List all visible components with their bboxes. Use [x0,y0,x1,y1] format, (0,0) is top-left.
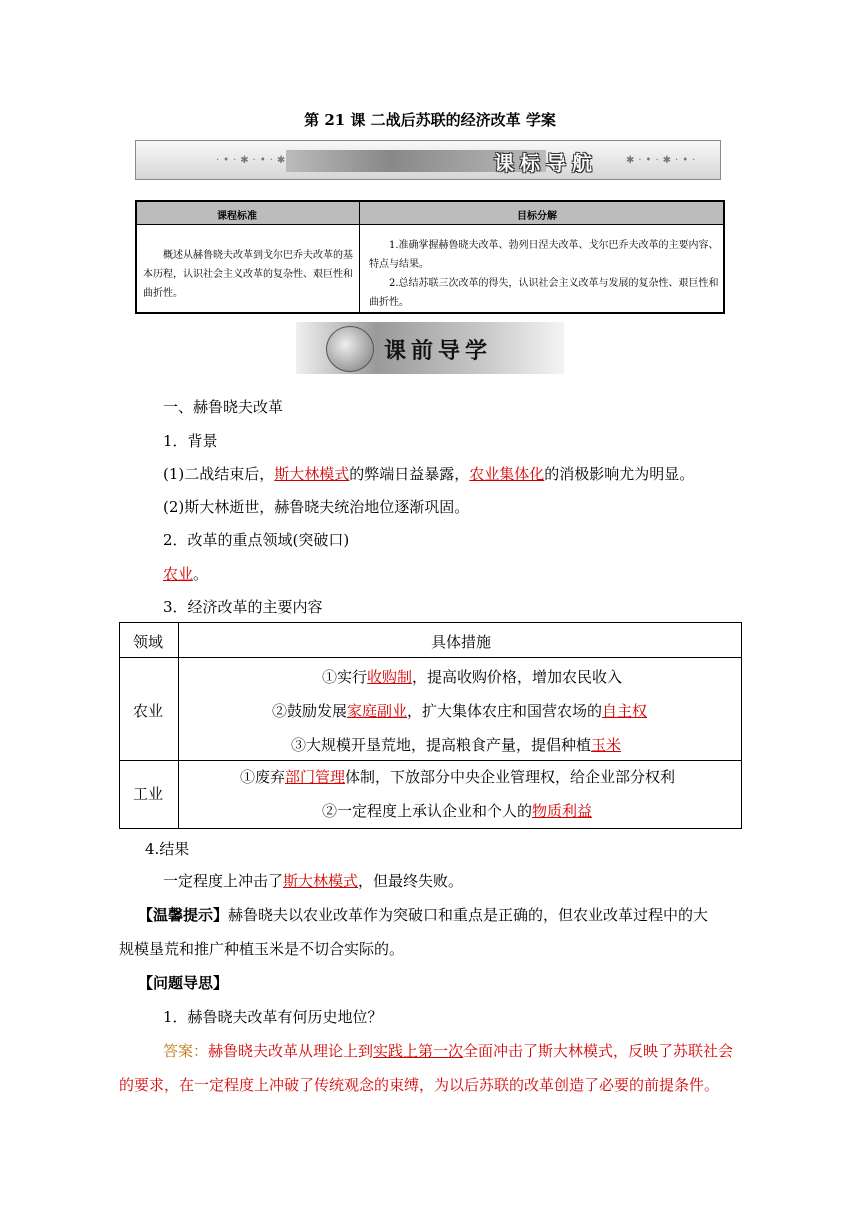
standard-text: 概述从赫鲁晓夫改革到戈尔巴乔夫改革的基本历程，认识社会主义改革的复杂性、艰巨性和曲折性。 [143,250,353,299]
result-heading: 4.结果 [145,840,190,858]
text: 赫鲁晓夫改革从理论上到 [208,1042,374,1060]
goals-text [369,236,719,312]
banner-label: 课前导学 [384,338,493,364]
answer-fill: 斯大林模式 [283,872,359,890]
content-heading: 3．经济改革的主要内容 [163,598,323,616]
answer-fill: 斯大林模式 [274,465,350,483]
text: ，但最终失败。 [358,872,464,890]
answer-fill: 农业集体化 [469,465,545,483]
answer-fill: 部门管理 [285,768,346,786]
background-p2: (2)斯大林逝世，赫鲁晓夫统治地位逐渐巩固。 [163,498,470,516]
tip-label: 【温馨提示】 [138,906,229,924]
col-header-measures: 具体措施 [431,633,492,651]
preview-banner [296,322,564,374]
text: ③大规模开垦荒地，提高粮食产量，提倡种植 [291,736,592,754]
col-header-goals: 目标分解 [517,211,557,222]
answer-fill: 家庭副业 [347,702,408,720]
course-guide-banner [135,140,721,180]
answer-fill: 玉米 [591,736,622,754]
tip-line-2: 规模垦荒和推广种植玉米是不切合实际的。 [119,940,405,958]
text: 赫鲁晓夫以农业改革作为突破口和重点是正确的，但农业改革过程中的大 [228,906,709,924]
background-p1 [163,463,694,484]
text: ，提高收购价格，增加农民收入 [412,668,623,686]
ind-measure-2 [322,800,592,821]
agri-measure-3 [291,734,621,755]
measures-table [119,622,742,829]
goal-item: 1.准确掌握赫鲁晓夫改革、勃列日涅夫改革、戈尔巴乔夫改革的主要内容、特点与结果。 [369,240,719,270]
answer-fill: 自主权 [602,702,648,720]
objectives-header [137,202,723,225]
text: ②鼓励发展 [272,702,348,720]
answer-label: 答案： [163,1042,209,1060]
focus-answer [163,563,208,584]
text: 。 [193,565,209,583]
banner-label: 课标导航 [494,151,598,175]
agri-measure-1 [322,666,622,687]
section-heading: 一、赫鲁晓夫改革 [163,398,284,416]
tip-line-1 [138,904,708,925]
text: (1)二战结束后， [163,465,275,483]
text: ①实行 [322,668,368,686]
text: ，扩大集体农庄和国营农场的 [407,702,603,720]
text: ①废弃 [240,768,286,786]
answer-fill: 农业 [163,565,194,583]
agri-measure-2 [272,700,647,721]
objectives-table [135,200,725,314]
answer-line-2: 的要求，在一定程度上冲破了传统观念的束缚，为以后苏联的改革创造了必要的前提条件。 [119,1076,720,1094]
text: 体制，下放部分中央企业管理权，给企业部分权利 [345,768,676,786]
answer-fill: 物质利益 [532,802,593,820]
text: 全面冲击了斯大林模式，反映了苏联社会 [463,1042,734,1060]
background-heading: 1．背景 [163,432,218,450]
answer-line-1 [163,1040,733,1061]
page-title: 第 21 课 二战后苏联的经济改革 学案 [304,111,556,129]
book-icon [326,326,374,372]
col-header-standard: 课程标准 [217,211,257,222]
underlined-text: 实践上第一次 [373,1042,464,1060]
text: ②一定程度上承认企业和个人的 [322,802,533,820]
answer-fill: 收购制 [367,668,413,686]
banner-ornament: ·•·✱·•·✱ [216,155,290,166]
goal-item: 2.总结苏联三次改革的得失，认识社会主义改革与发展的复杂性、艰巨性和曲折性。 [369,278,719,308]
banner-ornament: ✱·•·✱·•· [626,155,700,166]
col-header-field: 领域 [133,633,164,651]
focus-heading: 2．改革的重点领域(突破口) [163,531,350,549]
table-divider [359,202,360,312]
text: 的弊端日益暴露， [349,465,470,483]
text: 一定程度上冲击了 [163,872,284,890]
field-industry: 工业 [133,785,164,803]
guide-heading: 【问题导思】 [138,974,229,992]
text: 的消极影响尤为明显。 [544,465,695,483]
field-agriculture: 农业 [133,702,164,720]
table-divider [178,623,179,828]
question-1: 1．赫鲁晓夫改革有何历史地位？ [163,1008,383,1026]
ind-measure-1 [240,766,675,787]
result-text [163,870,463,891]
